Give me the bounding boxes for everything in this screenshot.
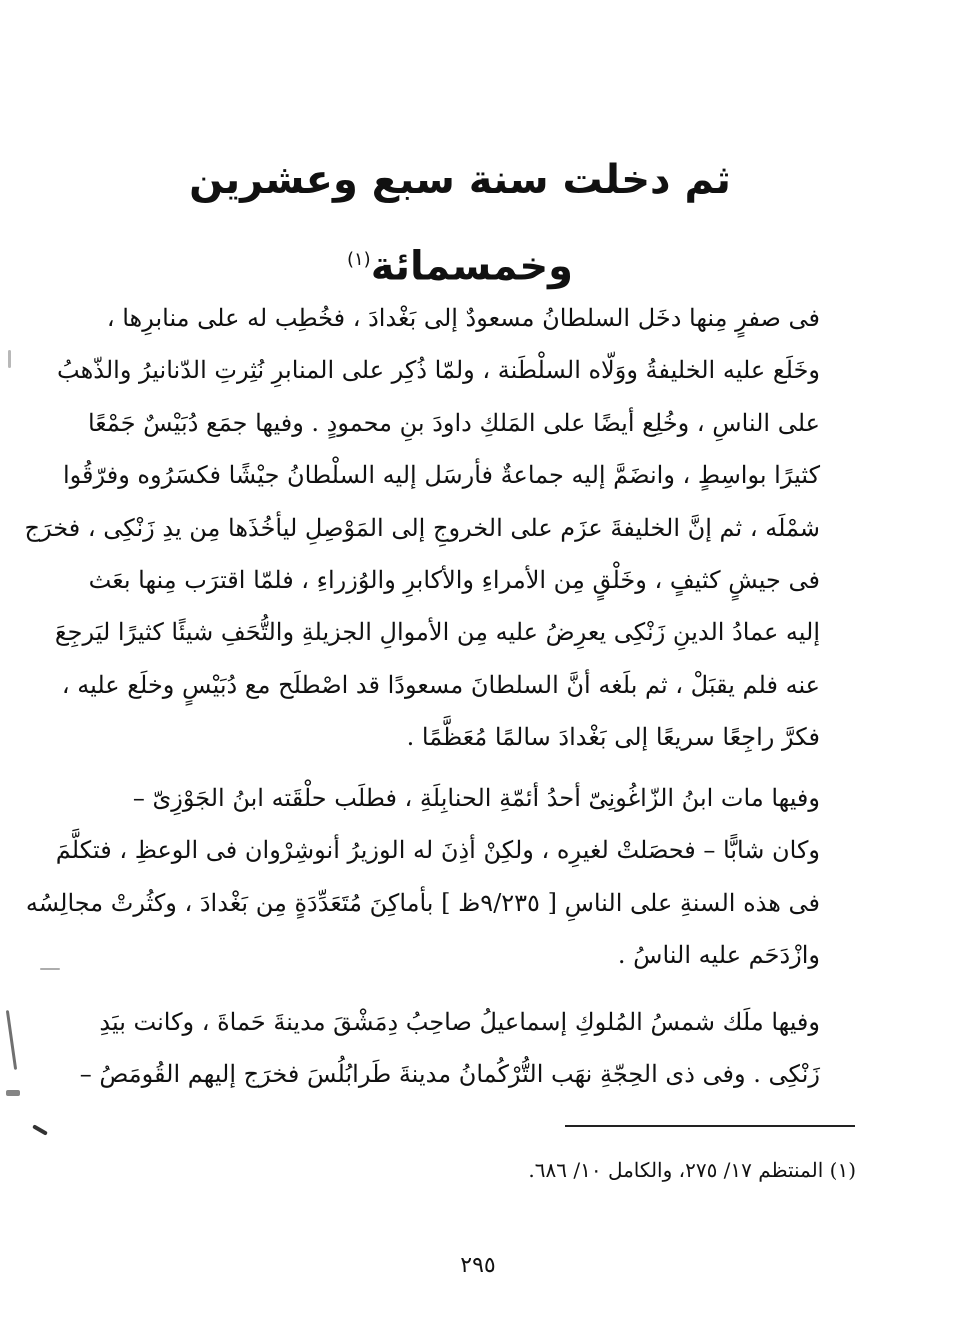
text-line: فى جيشٍ كثيفٍ ، وخَلْقٍ مِن الأمراءِ والأكابرِ والوُزراءِ ، فلمّا اقترَب مِنها بعَث	[88, 566, 820, 595]
paragraph-3	[79, 996, 820, 1101]
text-line: إليه عمادُ الدينِ زَنْكِى يعرِضُ عليه مِن الأموالِ الجزيلةِ والتُّحَفِ شيئًا كثيرًا ليَرجِعَ	[54, 618, 820, 647]
text-line: على الناسِ ، وخُلِع أيضًا على المَلكِ داودَ بنِ محمودٍ . وفيها جمَع دُبَيْسٌ جَمْعًا	[87, 408, 820, 437]
text-line: وخَلَع عليه الخليفةُ ووَلّاه السلْطَنة ، ولمّا ذُكِر على المنابرِ نُثِرتِ الدّنانيرُ والذّهبُ	[57, 356, 820, 385]
paragraph-1	[24, 292, 820, 764]
text-line: فكرَّ راجِعًا سريعًا إلى بَغْدادَ سالمًا مُعَظَّمًا .	[406, 723, 820, 752]
scan-mark	[8, 350, 11, 368]
footnote-reference: (١)	[346, 249, 371, 270]
text-line: زَنْكِى . وفى ذى الحِجّةِ نهَب التُّرْكُمانُ مدينةَ طَرابُلُسَ فخرَج إليهم القُومَصُ –	[79, 1060, 820, 1089]
footnote: (١) المنتظم ١٧/ ٢٧٥، والكامل ١٠/ ٦٨٦.	[528, 1158, 856, 1182]
text-line: فى هذه السنةِ على الناسِ [ ٩/٢٣٥ظ ] بأماكِنَ مُتَعَدِّدَةٍ مِن بَغْدادَ ، وكثُرتْ مجالِسُه	[25, 888, 820, 917]
chapter-title: ثم دخلت سنة سبع وعشرين وخمسمائة	[189, 157, 731, 290]
text-line: وفيها مات ابنُ الزّاغُونِىّ أحدُ أئمّةِ الحنابِلَةِ ، فطلَب حلْقَته ابنُ الجَوْزِىّ –	[132, 784, 820, 812]
footnote-separator	[565, 1125, 855, 1127]
paragraph-2	[25, 772, 820, 982]
scan-mark	[32, 1124, 48, 1135]
text-line: شمْلَه ، ثم إنَّ الخليفةَ عزَم على الخروجِ إلى المَوْصِلِ ليأخُذَها مِن يدِ زَنْكِى ، فخرَج	[24, 513, 820, 542]
scan-mark	[6, 1090, 20, 1096]
page-number: ٢٩٥	[460, 1253, 496, 1278]
text-line: وكان شابًّا – فحصَلتْ لغيرِه ، ولكِنْ أذِنَ له الوزيرُ أنوشِرْوان فى الوعظِ ، فتكلَّمَ	[55, 836, 820, 865]
chapter-heading	[110, 140, 810, 306]
text-line: وازْدَحَم عليه الناسُ .	[617, 941, 820, 970]
scan-mark	[6, 1010, 17, 1070]
scan-mark	[40, 968, 60, 970]
text-line: كثيرًا بواسِطٍ ، وانضَمَّ إليه جماعةٌ فأرسَل إليه السلْطانُ جيْشًا فكسَرُوه وفرّقُوا	[62, 461, 820, 490]
text-line: وفيها ملَك شمسُ المُلوكِ إسماعيلُ صاحِبُ دِمَشْقَ مدينةَ حَماةَ ، وكانت بيَدِ	[99, 1008, 820, 1036]
text-line: فى صفرٍ مِنها دخَل السلطانُ مسعودٌ إلى بَغْدادَ ، فخُطِب له على منابرِها ،	[106, 304, 820, 332]
text-line: عنه فلم يقبَلْ ، ثم بلَغه أنَّ السلطانَ مسعودًا قد اصْطلَح مع دُبَيْسٍ وخلَع عليه ،	[61, 670, 820, 699]
